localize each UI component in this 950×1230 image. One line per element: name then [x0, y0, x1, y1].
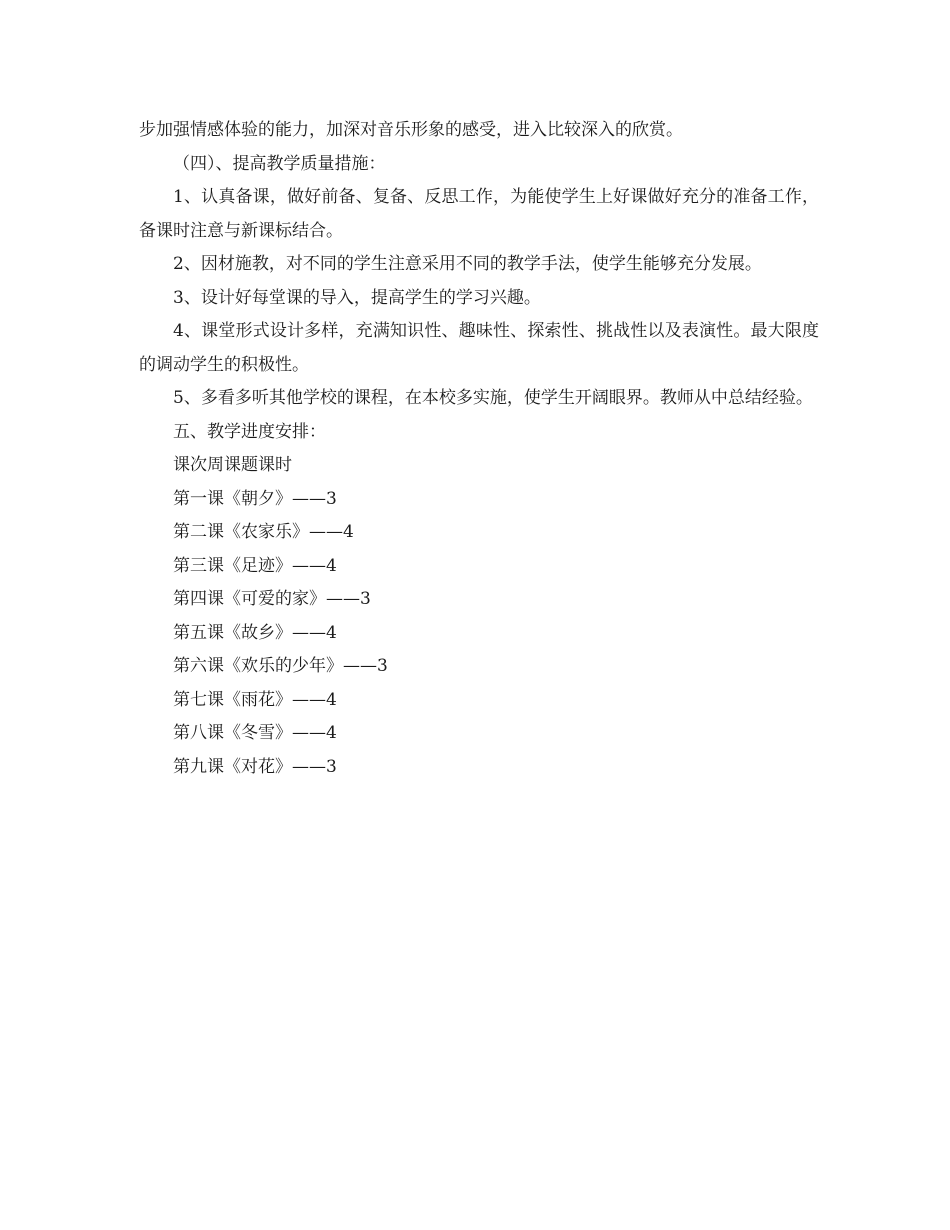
measure-item-4: 4、课堂形式设计多样，充满知识性、趣味性、探索性、挑战性以及表演性。最大限度的调动学生的积极性。	[139, 321, 819, 375]
measure-item-3: 3、设计好每堂课的导入，提高学生的学习兴趣。	[173, 287, 541, 308]
section-heading-measures: （四）、提高教学质量措施：	[173, 153, 386, 174]
schedule-lesson: 第九课《对花》——3	[173, 756, 337, 777]
document-body	[139, 114, 819, 784]
section-heading-schedule: 五、教学进度安排：	[173, 421, 326, 442]
schedule-lesson: 第二课《农家乐》——4	[173, 522, 354, 542]
schedule-header: 课次周课题课时	[173, 455, 292, 475]
measure-item-1: 1、认真备课，做好前备、复备、反思工作，为能使学生上好课做好充分的准备工作，备课时注意与新课标结合。	[139, 187, 819, 241]
schedule-lesson: 第一课《朝夕》——3	[173, 488, 337, 509]
schedule-lesson: 第八课《冬雪》——4	[173, 723, 337, 743]
measure-item-5: 5、多看多听其他学校的课程，在本校多实施，使学生开阔眼界。教师从中总结经验。	[173, 388, 813, 408]
schedule-lesson: 第五课《故乡》——4	[173, 622, 337, 643]
paragraph-continuation: 步加强情感体验的能力，加深对音乐形象的感受，进入比较深入的欣赏。	[139, 120, 683, 140]
schedule-lesson: 第四课《可爱的家》——3	[173, 589, 371, 609]
schedule-lesson: 第三课《足迹》——4	[173, 555, 337, 576]
schedule-lesson: 第六课《欢乐的少年》——3	[173, 656, 388, 676]
schedule-lesson: 第七课《雨花》——4	[173, 689, 337, 710]
measure-item-2: 2、因材施教，对不同的学生注意采用不同的教学手法，使学生能够充分发展。	[173, 254, 762, 274]
